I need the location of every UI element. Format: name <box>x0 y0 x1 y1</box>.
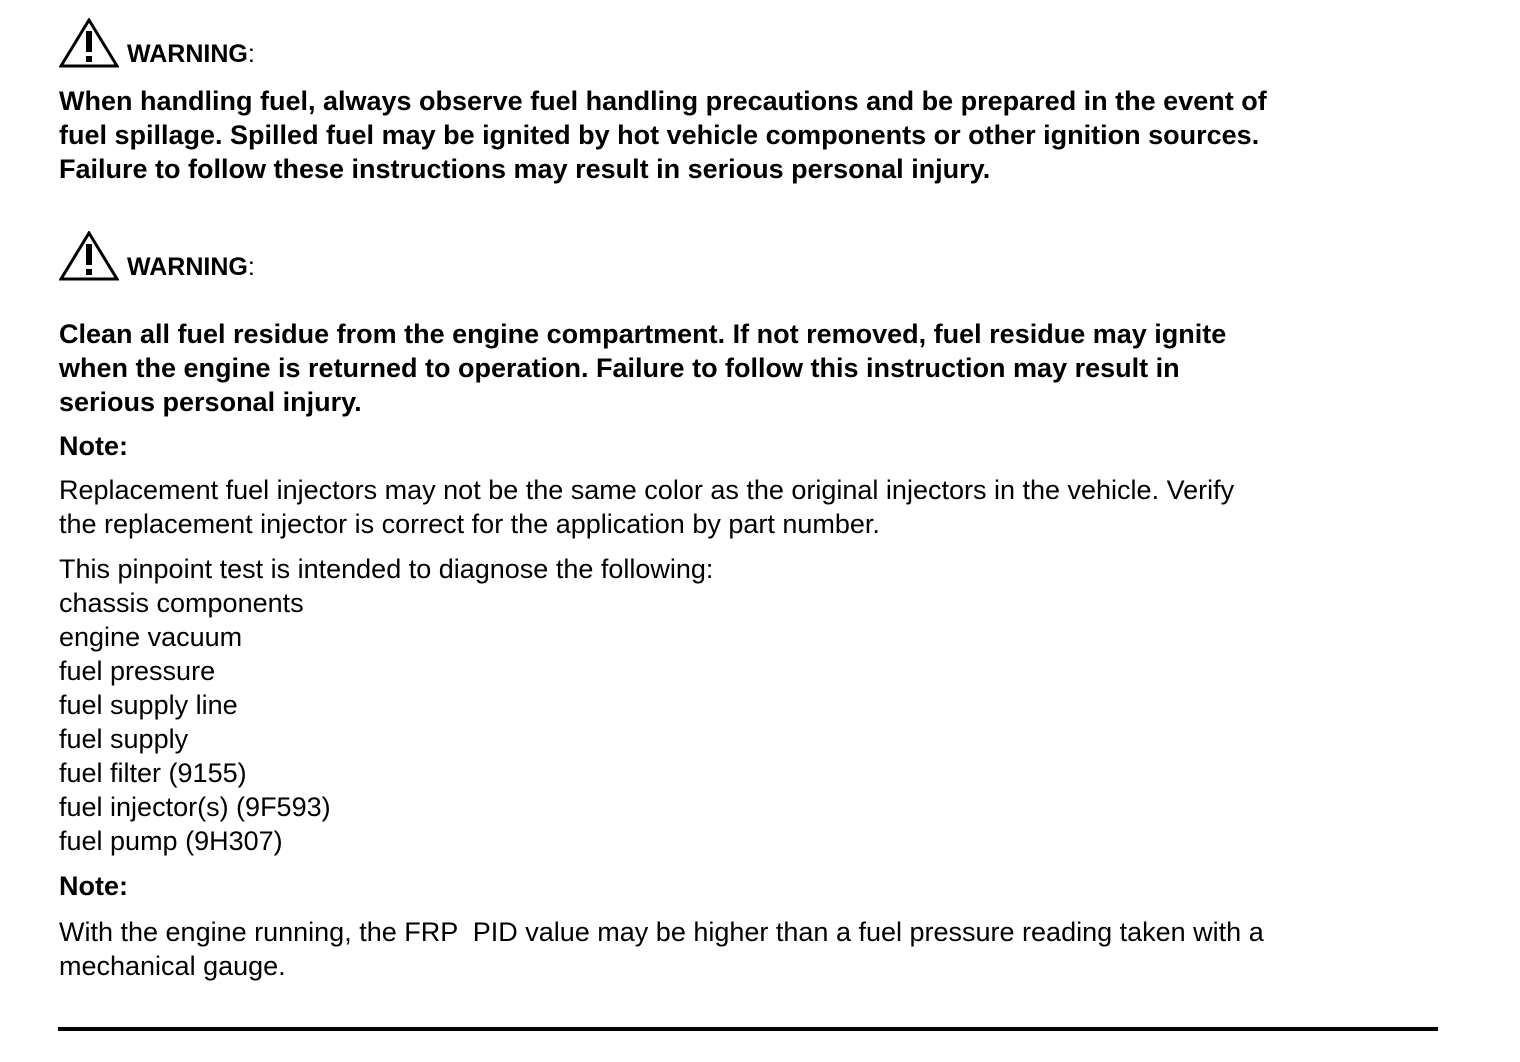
warning-triangle-icon <box>59 231 119 281</box>
warning-1-line: Failure to follow these instructions may result in serious personal injury. <box>59 154 991 184</box>
warning-2-line: serious personal injury. <box>59 387 362 417</box>
pinpoint-list <box>59 586 1479 858</box>
list-item: engine vacuum <box>59 622 243 652</box>
list-item: fuel supply line <box>59 690 238 720</box>
pinpoint-intro: This pinpoint test is intended to diagnose the following: <box>59 554 714 584</box>
warning-1-line: fuel spillage. Spilled fuel may be ignited by hot vehicle components or other ignition sources. <box>59 120 1260 150</box>
warning-text-2 <box>59 317 1479 419</box>
list-item: fuel pump (9H307) <box>59 826 283 856</box>
note-1-line: Replacement fuel injectors may not be the same color as the original injectors in the vehicle. Verify <box>59 475 1235 505</box>
note-2-line: With the engine running, the FRP PID value may be higher than a fuel pressure reading taken with a <box>59 917 1264 947</box>
list-item: fuel supply <box>59 724 189 754</box>
warning-2-line: when the engine is returned to operation. Failure to follow this instruction may result in <box>59 353 1180 383</box>
list-item: fuel pressure <box>59 656 216 686</box>
warning-heading-2 <box>59 225 255 281</box>
note-heading-2: Note: <box>59 871 128 901</box>
list-item: chassis components <box>59 588 304 618</box>
list-item: fuel injector(s) (9F593) <box>59 792 331 822</box>
warning-1-line: When handling fuel, always observe fuel handling precautions and be prepared in the event of <box>59 86 1267 116</box>
list-item: fuel filter (9155) <box>59 758 247 788</box>
note-1-line: the replacement injector is correct for the application by part number. <box>59 509 880 539</box>
warning-label-2: WARNING: <box>127 253 255 281</box>
note-text-1 <box>59 473 1479 541</box>
warning-text-1 <box>59 84 1479 186</box>
warning-label-1: WARNING: <box>127 40 255 68</box>
divider-rule <box>58 1027 1438 1031</box>
warning-2-line: Clean all fuel residue from the engine compartment. If not removed, fuel residue may ignite <box>59 319 1227 349</box>
note-text-2 <box>59 915 1479 983</box>
warning-heading-1 <box>59 12 255 68</box>
warning-triangle-icon <box>59 18 119 68</box>
note-2-line: mechanical gauge. <box>59 951 286 981</box>
note-heading-1: Note: <box>59 431 128 461</box>
